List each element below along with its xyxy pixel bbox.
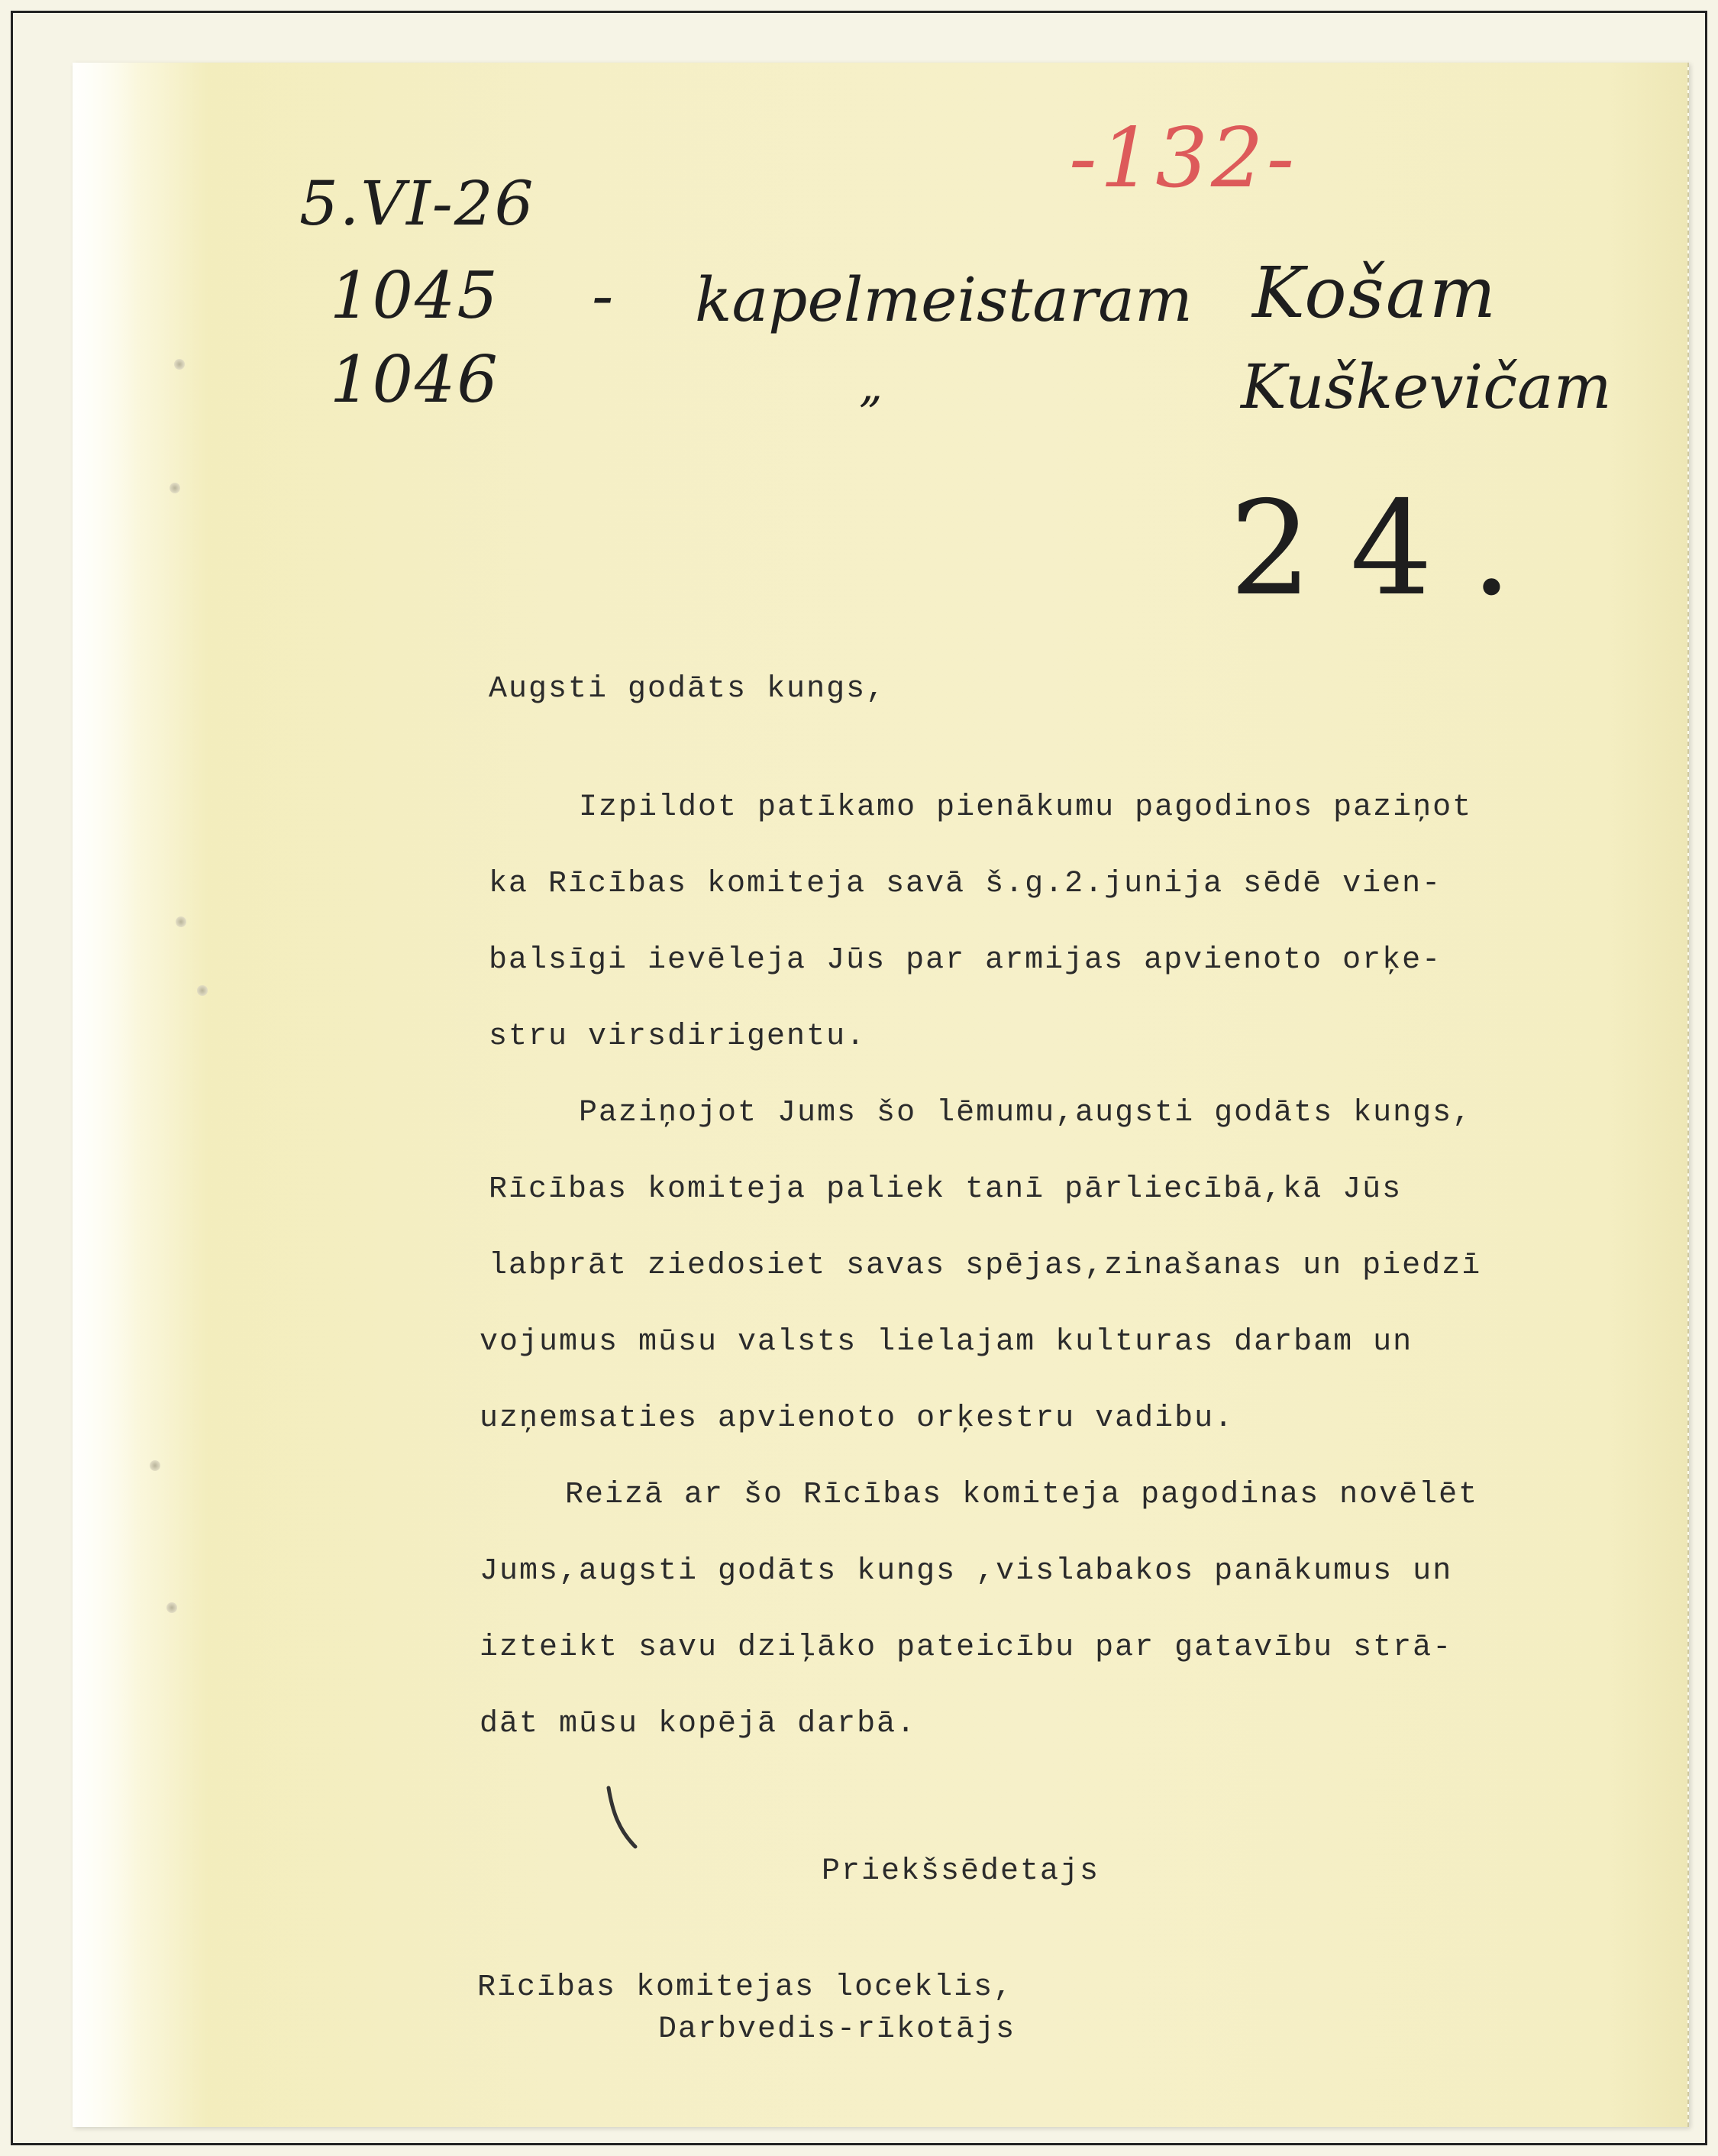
letter-line: Izpildot patīkamo pienākumu pagodinos paziņot — [579, 790, 1473, 825]
handwritten-number-1046: 1046 — [330, 342, 499, 417]
letter-line: Reizā ar šo Rīcības komiteja pagodinas novēlēt — [565, 1478, 1479, 1512]
letter-line: Jums,augsti godāts kungs ,vislabakos panākumus un — [480, 1554, 1453, 1589]
letter-chairman-title: Priekšsēdetajs — [822, 1854, 1100, 1889]
handwritten-name-kosam: Košam — [1252, 252, 1497, 334]
letter-signer-line-1: Rīcības komitejas loceklis, — [477, 1970, 1014, 2005]
punch-hole — [174, 359, 185, 370]
handwritten-name-kuskevicam: Kuškevičam — [1241, 351, 1612, 422]
punch-hole — [166, 1602, 177, 1613]
letter-line: uzņemsaties apvienoto orķestru vadibu. — [480, 1401, 1235, 1436]
punch-hole — [170, 483, 180, 493]
letter-line: labprāt ziedosiet savas spējas,zinašanas un piedzī — [489, 1249, 1482, 1283]
letter-line: stru virsdirigentu. — [489, 1020, 867, 1054]
letter-signer-line-2: Darbvedis-rīkotājs — [658, 2012, 1016, 2047]
handwritten-addressee: kapelmeistaram — [695, 264, 1193, 335]
punch-hole — [176, 916, 186, 927]
letter-line: Paziņojot Jums šo lēmumu,augsti godāts kungs, — [579, 1096, 1473, 1130]
letter-line: ka Rīcības komiteja savā š.g.2.junija sēdē vien- — [489, 867, 1442, 901]
handwritten-ditto-mark: „ — [859, 359, 885, 412]
letter-salutation: Augsti godāts kungs, — [489, 672, 886, 706]
letter-line: vojumus mūsu valsts lielajam kulturas darbam un — [480, 1325, 1413, 1359]
handwritten-digits: 24. — [1229, 474, 1551, 625]
handwritten-dash: - — [592, 258, 615, 333]
letter-line: balsīgi ievēleja Jūs par armijas apvienoto orķe- — [489, 943, 1442, 978]
archive-page-number: -132- — [1069, 111, 1298, 206]
punch-hole — [197, 985, 208, 996]
letter-line: dāt mūsu kopējā darbā. — [480, 1707, 917, 1741]
letter-line: izteikt savu dziļāko pateicību par gatavību strā- — [480, 1631, 1453, 1665]
handwritten-date: 5.VI-26 — [299, 168, 535, 239]
pen-stroke-mark — [605, 1784, 651, 1853]
letter-line: Rīcības komiteja paliek tanī pārliecībā,kā Jūs — [489, 1172, 1403, 1207]
paper-fold-shading — [73, 63, 210, 2127]
handwritten-number-1045: 1045 — [330, 258, 499, 333]
punch-hole — [150, 1460, 160, 1471]
